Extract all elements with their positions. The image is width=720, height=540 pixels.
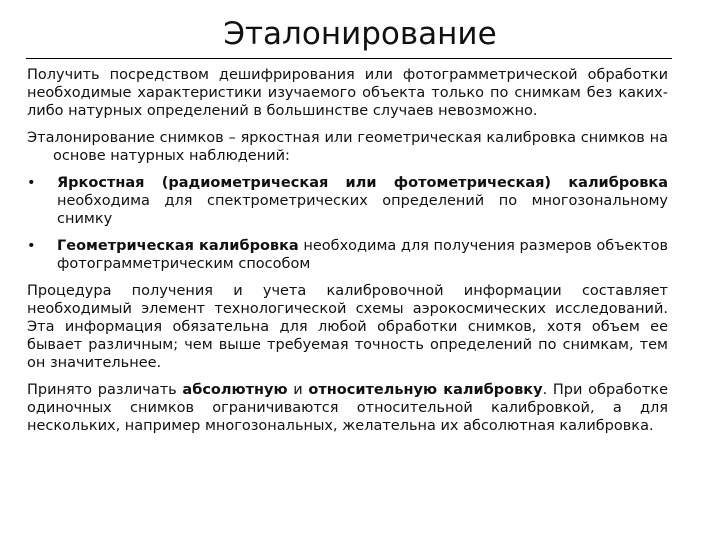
bullet-item bbox=[27, 237, 668, 273]
bullet-text bbox=[57, 174, 668, 228]
bullet-marker: • bbox=[27, 175, 36, 191]
title-divider bbox=[26, 58, 672, 59]
paragraph-calibration-types bbox=[27, 381, 668, 435]
bullet-text bbox=[57, 237, 668, 273]
bullet-item bbox=[27, 174, 668, 228]
definition-text: – яркостная или геометрическая калибровка снимков на основе натурных наблюдений: bbox=[53, 130, 668, 164]
definition-term: Эталонирование снимков bbox=[27, 130, 224, 146]
slide-body bbox=[27, 66, 668, 444]
bullet-description: необходима для спектрометрических определений по многозональному снимку bbox=[57, 193, 668, 227]
bullet-description: необходима для получения размеров объектов фотограмметрическим способом bbox=[57, 238, 668, 272]
relative-term: относительную калибровку bbox=[308, 382, 543, 398]
bullet-marker: • bbox=[27, 238, 36, 254]
paragraph-procedure: Процедура получения и учета калибровочной информации составляет необходимый элемент технологической схемы аэрокосмических исследований. Эта информация обязательна для любой обработки снимков, хотя объем ее бывает различным; чем выше требуемая точность определений по снимкам, тем он значительнее. bbox=[27, 283, 668, 371]
paragraph-definition bbox=[27, 129, 668, 165]
bullet-term: Геометрическая калибровка bbox=[57, 238, 299, 254]
slide-title: Эталонирование bbox=[223, 16, 497, 52]
calibration-text-post: . При обработке одиночных снимков ограничиваются относительной калибровкой, а для нескольких, например многозональных, желательна их абсолютная калибровка. bbox=[27, 382, 668, 434]
paragraph-intro: Получить посредством дешифрирования или фотограмметрической обработки необходимые характеристики изучаемого объекта только по снимкам без каких-либо натурных определений в большинстве случаев невозможно. bbox=[27, 67, 668, 119]
calibration-text-mid: и bbox=[287, 382, 309, 398]
bullet-term: Яркостная (радиометрическая или фотометрическая) калибровка bbox=[57, 175, 668, 191]
absolute-term: абсолютную bbox=[182, 382, 288, 398]
calibration-text-pre: Принято различать bbox=[27, 382, 183, 398]
